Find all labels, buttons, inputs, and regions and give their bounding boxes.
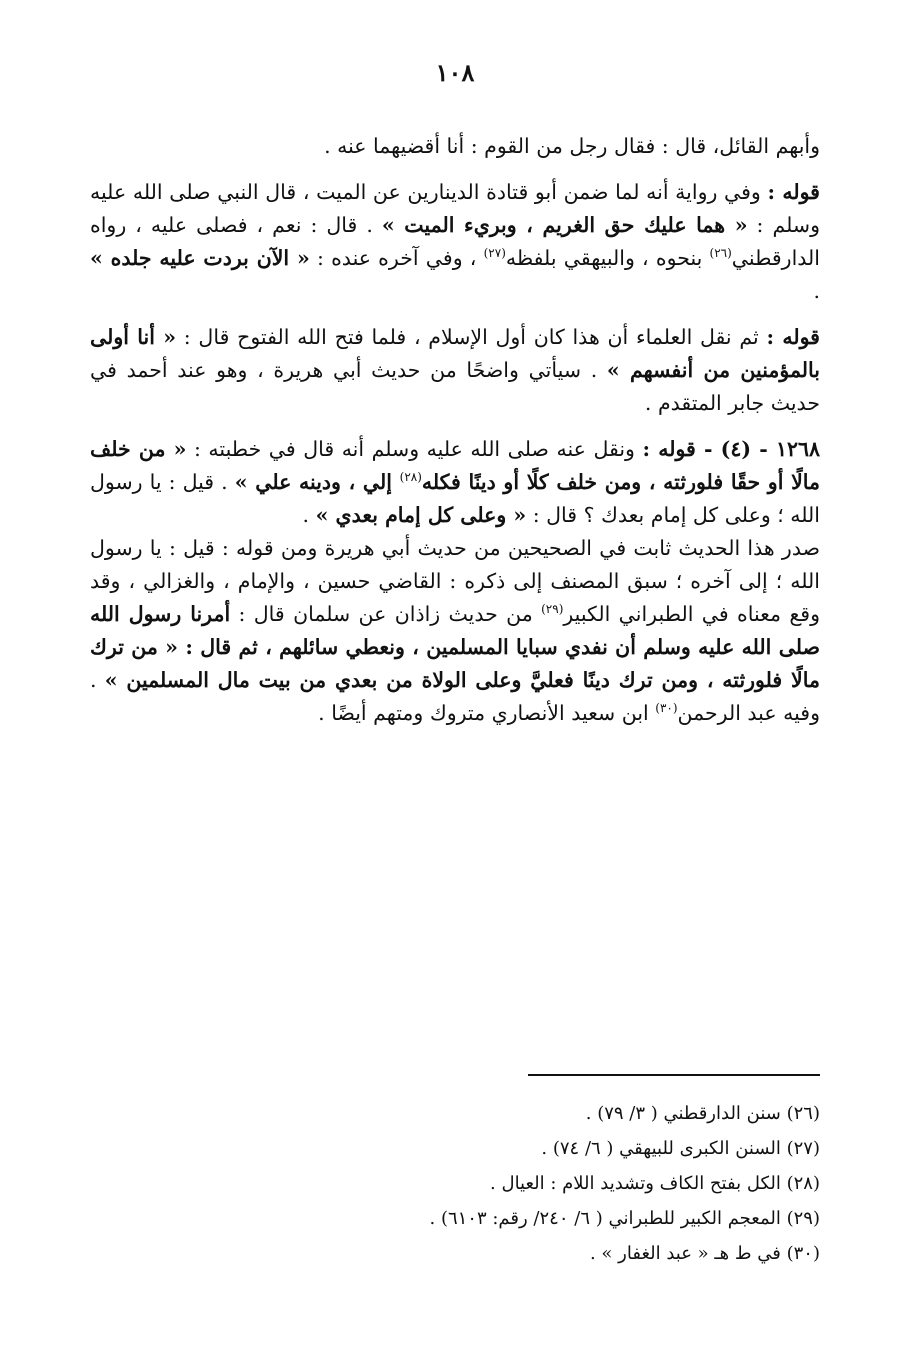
text-span: . (302, 503, 316, 527)
footnote-27: (٢٧) السنن الكبرى للبيهقي ( ٦/ ٧٤) . (541, 1138, 820, 1159)
footnote-reference: (٣٠) (655, 701, 678, 716)
footnote-29: (٢٩) المعجم الكبير للطبراني ( ٦/ ٢٤٠/ رقم: ٦١٠٣) . (429, 1208, 820, 1229)
footnote-reference: (٢٩) (541, 602, 564, 617)
page-number: ١٠٨ (435, 58, 475, 87)
footnote-reference: (٢٦) (709, 246, 732, 261)
bold-text: « من خلف مالًا أو حقًا فلورثته ، ومن خلف كلًا أو دينًا فكله (90, 437, 820, 494)
text-span: وأبهم القائل، قال : فقال رجل من القوم : أنا أقضيهما عنه . (324, 134, 820, 158)
bold-text: « هما عليك حق الغريم ، وبريء الميت » (381, 213, 748, 237)
text-span: . (813, 279, 820, 303)
paragraph (90, 532, 820, 730)
text-span: وفي رواية أنه لما ضمن أبو قتادة الدينارين عن الميت ، قال النبي صلى الله عليه وسلم : (90, 180, 820, 237)
bold-text: إلي ، ودينه علي » (234, 470, 400, 494)
main-text (90, 130, 820, 743)
text-span: . قال : نعم ، فصلى عليه ، رواه الدارقطني (90, 213, 820, 270)
paragraph (90, 176, 820, 308)
footnotes (90, 1096, 820, 1271)
bold-text: أمرنا رسول الله صلى الله عليه وسلم أن نفدي سبايا المسلمين ، ونعطي سائلهم ، ثم قال : « من ترك مالًا فلورثته ، ومن ترك دينًا فعليَّ وعلى الولاة من بعدي من بيت مال المسلمين » (90, 602, 820, 692)
text-span: صدر هذا الحديث ثابت في الصحيحين من حديث أبي هريرة ومن قوله : قيل : يا رسول الله ؛ إلى آخره ؛ سبق المصنف إلى ذكره : القاضي حسين ، والإمام ، والغزالي ، وقد وقع معناه في الطبراني الكبير (90, 536, 821, 626)
text-span: ونقل عنه صلى الله عليه وسلم أنه قال في خطبته : (186, 437, 643, 461)
text-span: . سيأتي واضحًا من حديث أبي هريرة ، وهو عند أحمد في حديث جابر المتقدم . (90, 358, 820, 415)
text-span: من حديث زاذان عن سلمان قال : (230, 602, 542, 626)
text-span: ، وفي آخره عنده : (309, 246, 484, 270)
paragraph (90, 130, 820, 163)
bold-text: ١٢٦٨ - (٤) - قوله : (642, 437, 820, 461)
text-span: . وفيه عبد الرحمن (90, 668, 820, 725)
paragraph (90, 321, 820, 420)
bold-text: « الآن بردت عليه جلده » (90, 246, 310, 270)
bold-text: قوله : (767, 180, 820, 204)
paragraph (90, 433, 820, 532)
footnote-28: (٢٨) الكل بفتح الكاف وتشديد اللام : العيال . (490, 1173, 820, 1194)
text-span: بنحوه ، والبيهقي بلفظه (505, 246, 710, 270)
footnote-separator (528, 1074, 820, 1076)
footnote-reference: (٢٧) (483, 246, 506, 261)
text-span: ثم نقل العلماء أن هذا كان أول الإسلام ، فلما فتح الله الفتوح قال : (176, 325, 767, 349)
text-span: . قيل : يا رسول الله ؛ وعلى كل إمام بعدك ؟ قال : (90, 470, 820, 527)
book-page (90, 0, 820, 1365)
bold-text: قوله : (766, 325, 820, 349)
text-span: ابن سعيد الأنصاري متروك ومتهم أيضًا . (318, 701, 656, 725)
footnote-30: (٣٠) في ط هـ « عبد الغفار » . (589, 1243, 820, 1264)
bold-text: « وعلى كل إمام بعدي » (315, 503, 527, 527)
footnote-26: (٢٦) سنن الدارقطني ( ٣/ ٧٩) . (585, 1103, 820, 1124)
footnote-reference: (٢٨) (399, 470, 422, 485)
bold-text: « أنا أولى بالمؤمنين من أنفسهم » (90, 325, 820, 382)
